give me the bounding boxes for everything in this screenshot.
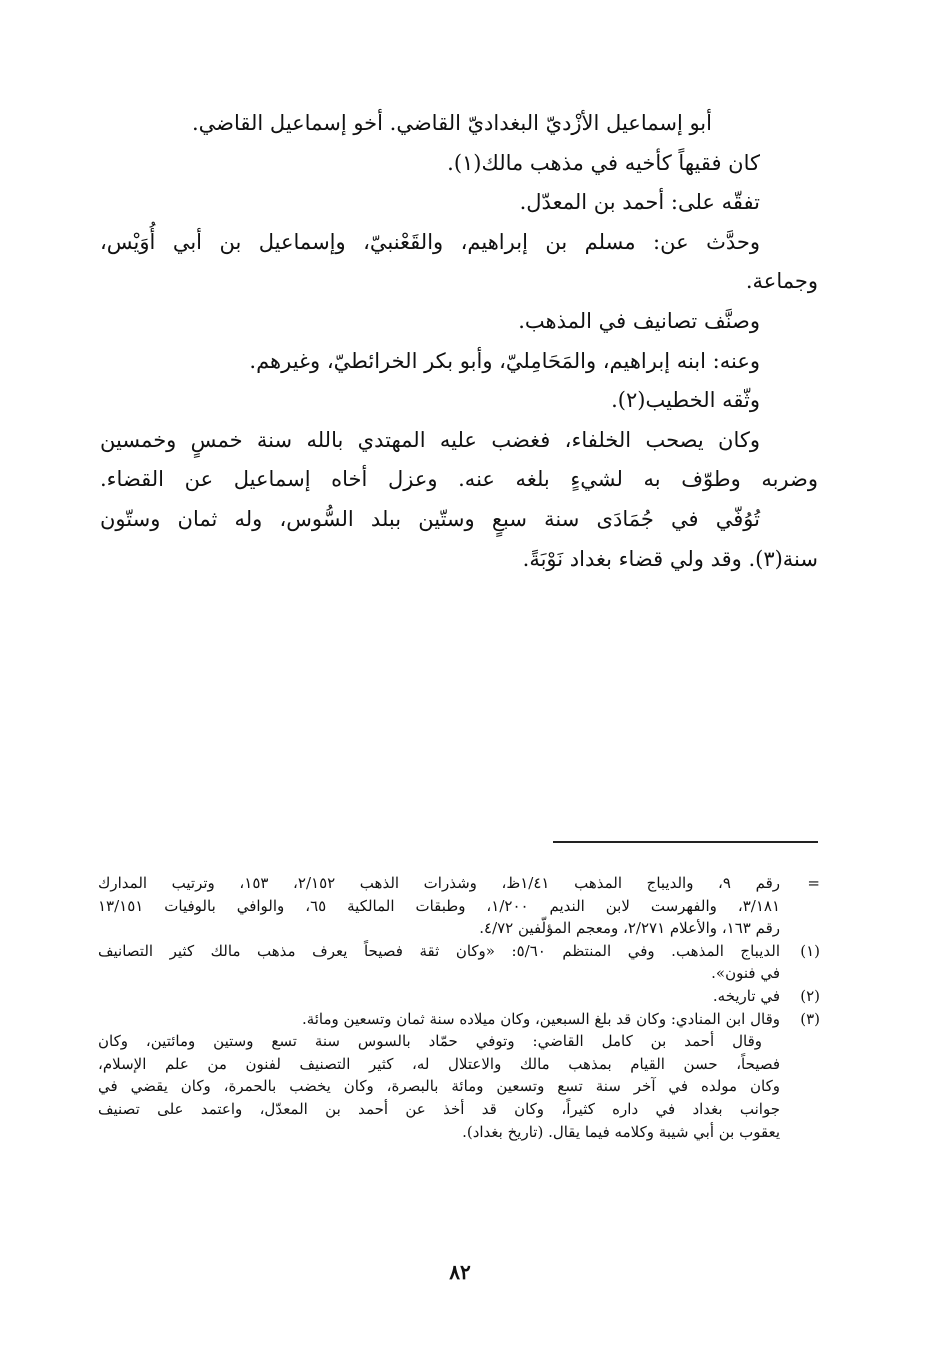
footnote-marker: (٢) bbox=[800, 986, 820, 1005]
footnote-line: رقم ١٦٣، والأعلام ٢/٢٧١، ومعجم المؤلّفين ٤/٧٢. bbox=[479, 919, 780, 938]
main-text bbox=[100, 104, 818, 579]
footnote-marker: = bbox=[807, 874, 820, 892]
text-line: أبو إسماعيل الأزْديّ البغداديّ القاضي. أخو إسماعيل القاضي. bbox=[191, 111, 712, 135]
footnote-line: في تاريخه. bbox=[712, 986, 780, 1005]
footnote-line: ٣/١٨١، والفهرست لابن النديم ١/٢٠٠، وطبقات المالكية ٦٥، والوافي بالوفيات ١٣/١٥١ bbox=[98, 896, 780, 915]
text-line: وضربه وطوّف به لشيءٍ بلغه عنه. وعزل أخاه إسماعيل عن القضاء. bbox=[100, 467, 818, 492]
footnote-line: رقم ٩، والديباج المذهب ١/٤١ظ، وشذرات الذهب ٢/١٥٢، ١٥٣، وترتيب المدارك bbox=[98, 874, 780, 892]
footnote-line: جوانب بغداد في داره كثيراً، وكان قد أخذ عن أحمد بن المعدّل، واعتمد على تصنيف bbox=[98, 1099, 780, 1118]
text-line: كان فقيهاً كأخيه في مذهب مالك(١). bbox=[447, 150, 760, 175]
footnote-2 bbox=[98, 985, 820, 1008]
text-line: تُوُفّي في جُمَادَى سنة سبعٍ وستّين ببلد السُّوس، وله ثمان وستّون bbox=[100, 506, 760, 531]
footnote-marker: (١) bbox=[800, 941, 820, 960]
footnote-line: وكان مولده في آخر سنة تسع وتسعين ومائة بالبصرة، وكان يخضب بالحمرة، وكان يقضي في bbox=[98, 1077, 780, 1096]
footnote-divider bbox=[553, 841, 818, 843]
text-line: وكان يصحب الخلفاء، فغضب عليه المهتدي بالله سنة خمسٍ وخمسين bbox=[100, 427, 760, 452]
footnote-line: الديباج المذهب. وفي المنتظم ٥/٦٠: «وكان ثقة فصيحاً يعرف مذهب مالك كثير التصانيف bbox=[98, 941, 780, 960]
footnote-line: وقال أحمد بن كامل القاضي: وتوفي حمّاد بالسوس سنة تسع وستين ومائتين، وكان bbox=[98, 1032, 762, 1051]
footnote-line: فصيحاً، حسن القيام بمذهب مالك والاعتلال له، كثير التصنيف لفنون من علم الإسلام، bbox=[98, 1054, 780, 1073]
text-line: وجماعة. bbox=[745, 269, 818, 294]
text-line: وصنَّف تصانيف في المذهب. bbox=[518, 308, 760, 333]
page-number: ٨٢ bbox=[449, 1260, 471, 1284]
footnote-1 bbox=[98, 940, 820, 985]
footnote-3 bbox=[98, 1008, 820, 1144]
footnote-continued bbox=[98, 872, 820, 940]
footnote-line: وقال ابن المنادي: وكان قد بلغ السبعين، وكان ميلاده سنة ثمان وتسعين ومائة. bbox=[301, 1009, 780, 1028]
footnote-line: يعقوب بن أبي شيبة وكلامه فيما يقال. (تاريخ بغداد). bbox=[462, 1122, 780, 1141]
text-line: وثّقه الخطيب(٢). bbox=[611, 388, 760, 413]
text-line: وحدَّث عن: مسلم بن إبراهيم، والقَعْنبيّ، وإسماعيل بن أبي أُوَيْس، bbox=[100, 229, 760, 254]
footnote-line: في فنون». bbox=[711, 964, 780, 983]
footnotes bbox=[98, 872, 820, 1143]
footnote-marker: (٣) bbox=[800, 1009, 820, 1028]
text-line: سنة(٣). وقد ولي قضاء بغداد نَوْبَةً. bbox=[522, 546, 818, 571]
text-line: تفقّه على: أحمد بن المعدّل. bbox=[519, 190, 760, 215]
text-line: وعنه: ابنه إبراهيم، والمَحَامِليّ، وأبو بكر الخرائطيّ، وغيرهم. bbox=[249, 348, 760, 373]
